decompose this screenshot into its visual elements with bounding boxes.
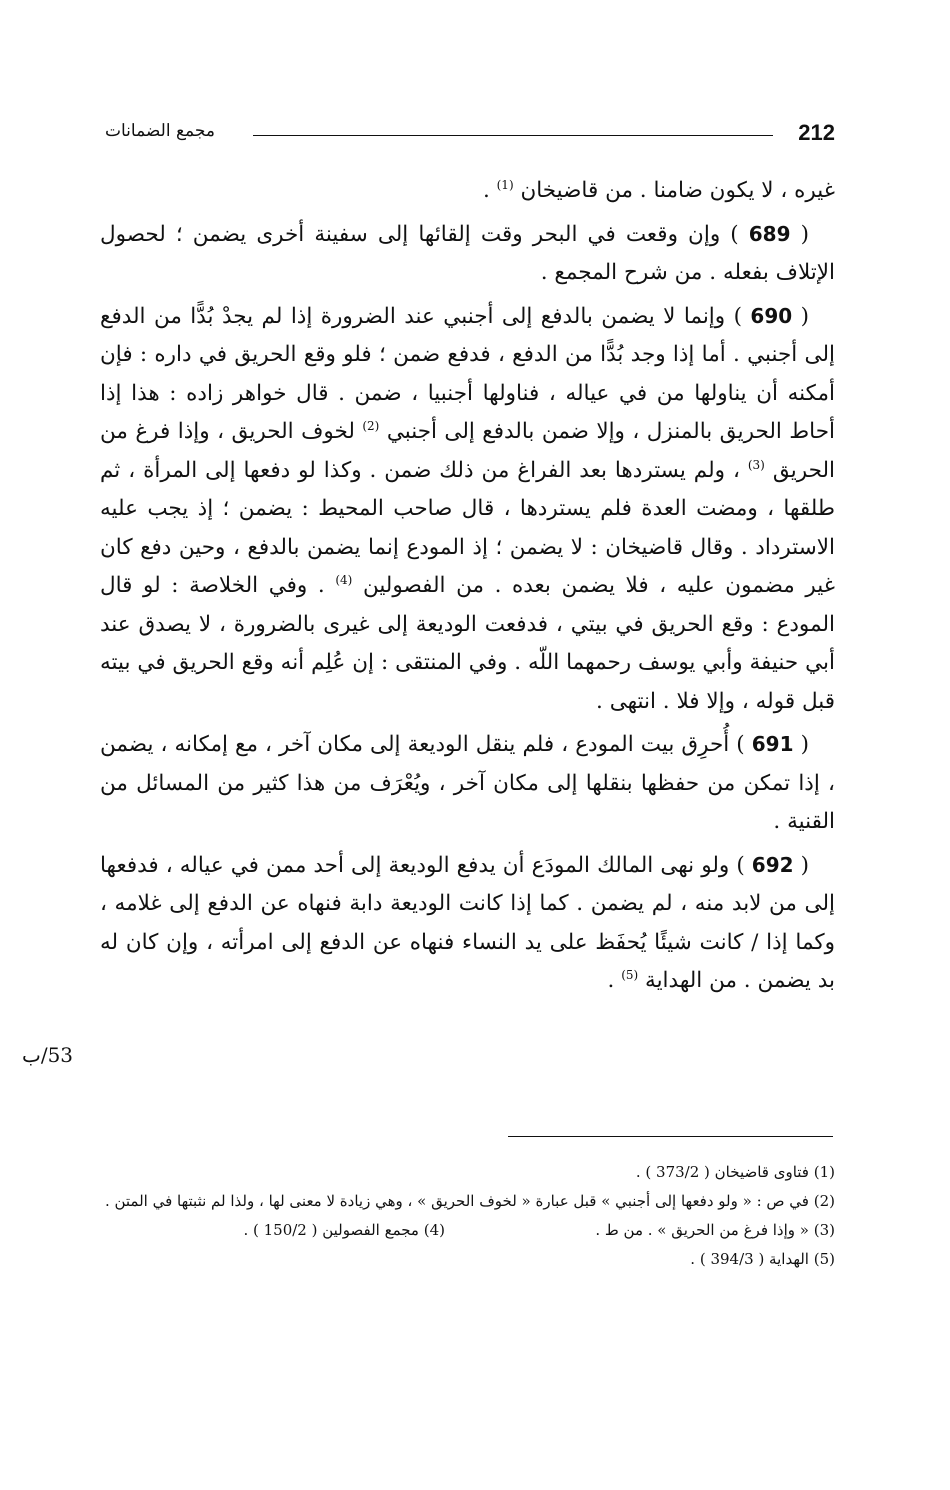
footnote-ref[interactable]: (1) <box>496 177 514 192</box>
footnote-2: (2) في ص : « ولو دفعها إلى أجنبي » قبل عبارة « لخوف الحريق » ، وهي زيادة لا معنى لها ، ولذا لم نثبتها في المتن . <box>104 1192 835 1210</box>
main-text <box>100 172 835 1005</box>
manuscript-folio-note: 53/ب <box>22 1043 74 1067</box>
paragraph-692: ( 692 ) ولو نهى المالك المودَع أن يدفع الوديعة إلى أحد ممن في عياله ، فدفعها إلى من لابد منه ، لم يضمن . كما إذا كانت الوديعة دابة فنهاه عن الدفع إلى غلامه ، وكما إذا / كانت شيئًا يُحفَظ على يد النساء فنهاه عن الدفع إلى امرأته ، وإن كان له بد يضمن . من الهداية $^{(5)}$ . <box>100 852 835 993</box>
running-title: مجمع الضمانات <box>105 121 215 141</box>
footnote-5: (5) الهداية ( 394/3 ) . <box>690 1250 835 1268</box>
paragraph-690: ( 690 ) وإنما لا يضمن بالدفع إلى أجنبي عند الضرورة إذا لم يجدْ بُدًّا من الدفع إلى أجنبي . أما إذا وجد بُدًّا من الدفع ، فدفع ضمن ؛ فلو وقع الحريق في داره : فإن أمكنه أن يناولها من في عياله ، فناولها أجنبيا ، ضمن . قال خواهر زاده : هذا إذا أحاط الحريق بالمنزل ، وإلا ضمن بالدفع إلى أجنبي $^{(2)}$ لخوف الحريق ، وإذا فرغ من الحريق $^{(3)}$ ، ولم يستردها بعد الفراغ من ذلك ضمن . وكذا لو دفعها إلى المرأة ، ثم طلقها ، ومضت العدة فلم يستردها ، قال صاحب المحيط : يضمن ؛ إذ يجب عليه الاسترداد . وقال قاضيخان : لا يضمن ؛ إذ المودع إنما يضمن بالدفع ، وحين دفع كان غير مضمون عليه ، فلا يضمن بعده . من الفصولين $^{(4)}$ . وفي الخلاصة : لو قال المودع : وقع الحريق في بيتي ، فدفعت الوديعة إلى غيرى بالضرورة ، لا يصدق عند أبي حنيفة وأبي يوسف رحمهما اللّه . وفي المنتقى : إن عُلِم أنه وقع الحريق في بيته قبل قوله ، وإلا فلا . انتهى . <box>100 303 835 714</box>
paragraph-689: ( 689 ) وإن وقعت في البحر وقت إلقائها إلى سفينة أخرى يضمن ؛ لحصول الإتلاف بفعله . من شرح المجمع . <box>100 221 835 285</box>
footnote-ref[interactable]: (5) <box>621 967 639 982</box>
footnote-4: (4) مجمع الفصولين ( 150/2 ) . <box>243 1221 445 1239</box>
footnote-ref[interactable]: (2) <box>362 418 380 433</box>
paragraph-number: 690 <box>750 303 793 328</box>
paragraph-number: 691 <box>751 732 794 756</box>
footnote-row <box>100 1216 835 1245</box>
paragraph-continued: غيره ، لا يكون ضامنا . من قاضيخان $^{(1)}$ . <box>482 177 835 203</box>
page-number: 212 <box>798 120 835 145</box>
footnote-ref[interactable]: (4) <box>335 572 353 587</box>
paragraph-691: ( 691 ) أُحرِق بيت المودع ، فلم ينقل الوديعة إلى مكان آخر ، مع إمكانه ، يضمن ، إذا تمكن من حفظها بنقلها إلى مكان آخر ، ويُعْرَف من هذا كثير من المسائل من القنية . <box>100 732 835 834</box>
footnote-separator <box>508 1136 833 1137</box>
paragraph-number: 692 <box>751 852 794 877</box>
footnote-ref[interactable]: (3) <box>747 457 765 472</box>
paragraph-number: 689 <box>748 221 791 246</box>
header-rule <box>253 135 773 136</box>
running-header <box>105 118 835 152</box>
footnote-1: (1) فتاوى قاضيخان ( 373/2 ) . <box>635 1163 835 1181</box>
footnotes <box>100 1158 835 1274</box>
footnote-3: (3) « وإذا فرغ من الحريق » . من ط . <box>595 1221 835 1239</box>
